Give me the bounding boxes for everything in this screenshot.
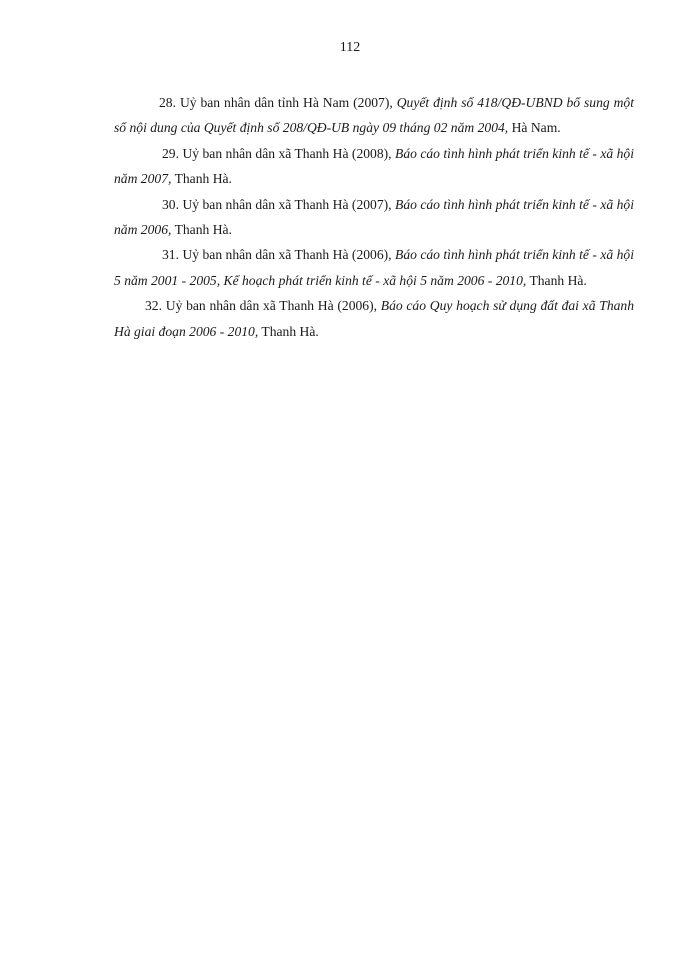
- reference-list: [114, 90, 634, 344]
- reference-title: Báo cáo tình hình phát triển kinh tế - xã hội năm 2006,: [114, 196, 634, 238]
- reference-item: [114, 141, 634, 192]
- reference-number: 31.: [162, 247, 179, 263]
- reference-title: Báo cáo Quy hoạch sử dụng đất đai xã Thanh Hà giai đoạn 2006 - 2010,: [114, 298, 635, 339]
- reference-item: [114, 90, 634, 141]
- reference-place: Thanh Hà.: [529, 272, 587, 288]
- reference-place: Hà Nam.: [511, 120, 561, 136]
- reference-item: [114, 192, 634, 243]
- reference-author: Uỷ ban nhân dân xã Thanh Hà (2006),: [182, 247, 392, 263]
- reference-number: 28.: [159, 95, 176, 110]
- reference-author: Uỷ ban nhân dân xã Thanh Hà (2008),: [182, 145, 392, 161]
- reference-number: 30.: [162, 196, 179, 212]
- reference-item: [114, 293, 634, 344]
- reference-place: Thanh Hà.: [174, 171, 232, 187]
- reference-author: Uỷ ban nhân dân xã Thanh Hà (2006),: [165, 298, 378, 314]
- reference-title: Báo cáo tình hình phát triển kinh tế - xã hội 5 năm 2001 - 2005, Kế hoạch phát triển kinh tế - xã hội 5 năm 2006 - 2010,: [114, 247, 634, 288]
- reference-place: Thanh Hà.: [174, 222, 232, 238]
- reference-number: 32.: [145, 298, 162, 314]
- reference-number: 29.: [162, 145, 179, 161]
- reference-title: Báo cáo tình hình phát triển kinh tế - xã hội năm 2007,: [114, 145, 634, 187]
- reference-author: Uỷ ban nhân dân xã Thanh Hà (2007),: [182, 196, 392, 212]
- page-number: 112: [339, 40, 361, 55]
- reference-item: [114, 242, 634, 293]
- reference-author: Uỷ ban nhân dân tỉnh Hà Nam (2007),: [179, 95, 393, 110]
- reference-place: Thanh Hà.: [261, 323, 319, 339]
- reference-title: Quyết định số 418/QĐ-UBND bổ sung một số nội dung của Quyết định số 208/QĐ-UB ngày 09 tháng 02 năm 2004,: [114, 95, 634, 136]
